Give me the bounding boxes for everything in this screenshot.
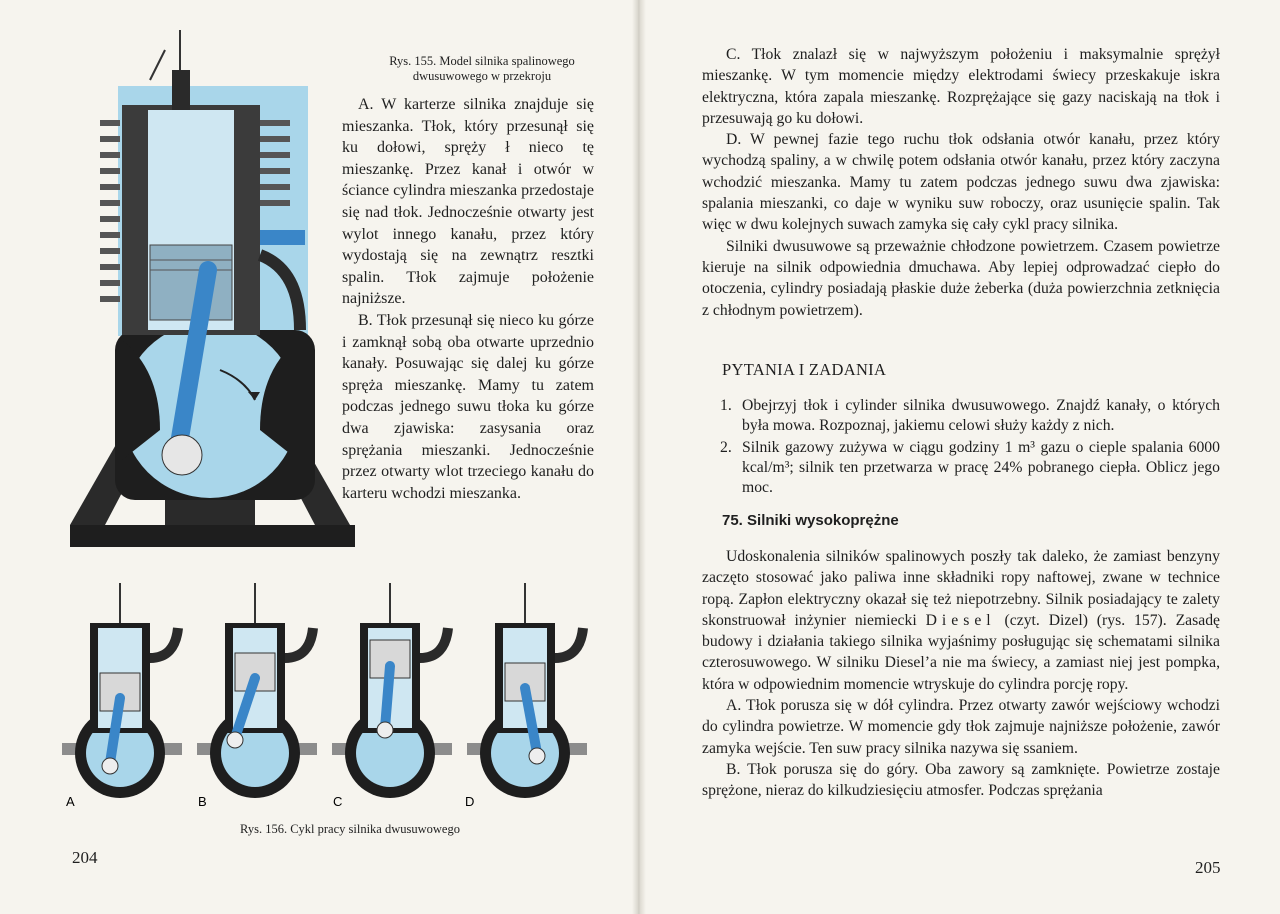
paragraph-r-a: A. Tłok porusza się w dół cylindra. Przez otwarty zawór wejściowy wchodzi do cylindra powietrze. W momencie gdy tłok zajmuje najniższe położenie, zawór zamyka wejście. Ten suw pracy silnika nazywa się ssaniem. bbox=[702, 697, 1220, 757]
stage-label-c: C bbox=[333, 794, 343, 808]
right-text-block-1 bbox=[702, 44, 1220, 321]
stage-label-a: A bbox=[66, 794, 75, 808]
paragraph-a: A. W karterze silnika znajduje się mieszanka. Tłok, który przesunął się ku dołowi, spręży ł nieco tę mieszankę. Przez kanał i otwór w ściance cylindra mieszanka przedostaje się nad tłok. Jednocześnie otwarty jest wylot innego kanału, przez który wydostają się na zewnątrz resztki spalin. Tłok zajmuje położenie najniższe. bbox=[342, 96, 594, 308]
book-spine bbox=[632, 0, 646, 914]
paragraph-c: C. Tłok znalazł się w najwyższym położeniu i maksymalnie sprężył mieszankę. W tym momencie między elektrodami świecy przeskakuje iskra elektryczna, która zapala mieszankę. Rozprężające się gazy naciskają na tłok i przesuwają go ku dołowi. bbox=[702, 46, 1220, 127]
question-number: 1. bbox=[720, 397, 732, 414]
question-text: Silnik gazowy zużywa w ciągu godziny 1 m³ gazu o cieple spalania 6000 kcal/m³; silnik ten przetwarza w pracę 24% pobranego ciepła. Oblicz jego moc. bbox=[742, 439, 1220, 496]
paragraph-d: D. W pewnej fazie tego ruchu tłok odsłania otwór kanału, przez który wychodzą spaliny, a w chwilę potem odsłania otwór kanału, przez który zaczyna wchodzić mieszanka. Mamy tu zatem podczas jednego suwu dwa zjawiska: spalania mieszanki, co daje w wyniku suw roboczy, oraz usunięcie spalin. Tak więc w dwu kolejnych suwach zamyka się cały cykl pracy silnika. bbox=[702, 131, 1220, 234]
figure-156-engine-cycle bbox=[60, 578, 590, 808]
right-page bbox=[646, 0, 1280, 914]
piston bbox=[150, 245, 232, 320]
figure-155-caption bbox=[362, 54, 602, 84]
intro-part-2: (czyt. Dizel) (rys. 157). Zasadę budowy i działania takiego silnika wyjaśnimy posługując się schematami silnika czterosuwowego. W silniku Diesel’a nie ma świecy, a zamiast niej jest pompka, która w odpowiednim momencie wtryskuje do cylindra porcję ropy. bbox=[702, 611, 1221, 693]
intro-part-1: Udoskonalenia silników spalinowych poszły tak daleko, że zamiast benzyny zaczęto stosować jako paliwa inne składniki ropy naftowej, zwane w technice ropą. Zapłon elektryczny okazał się też niepotrzebny. Silnik posiadający te zalety skonstruował inżynier niemiecki bbox=[702, 548, 1220, 629]
figure-156-caption: Rys. 156. Cykl pracy silnika dwusuwowego bbox=[240, 822, 460, 836]
cycle-stage-b bbox=[197, 583, 317, 798]
page-number-right: 205 bbox=[1195, 858, 1221, 877]
figure-155-engine-cross-section bbox=[60, 30, 360, 560]
base-plate bbox=[70, 525, 355, 547]
question-text: Obejrzyj tłok i cylinder silnika dwusuwowego. Znajdź kanały, o których była mowa. Rozpoznaj, jakiemu celowi służy każdy z nich. bbox=[742, 397, 1220, 434]
stage-label-d: D bbox=[465, 794, 475, 808]
question-number: 2. bbox=[720, 439, 732, 456]
diesel-name: Diesel bbox=[925, 611, 996, 629]
caption-line: Rys. 155. Model silnika spalinowego bbox=[389, 54, 575, 68]
crank-disc bbox=[162, 435, 202, 475]
left-page bbox=[0, 0, 632, 914]
exhaust-channel bbox=[260, 230, 305, 245]
paragraph-cooling: Silniki dwusuwowe są przeważnie chłodzone powietrzem. Czasem powietrze kieruje na silnik odpowiednia dmuchawa. Aby lepiej odprowadzać ciepło do otoczenia, cylindry posiadają płaskie duże żeberka (duża powierzchnia zetknięcia z chłodnym powietrzem). bbox=[702, 237, 1220, 319]
question-item bbox=[720, 396, 1220, 436]
left-column-text bbox=[342, 94, 594, 504]
cycle-stage-c bbox=[332, 583, 452, 798]
page-number-left: 204 bbox=[72, 848, 98, 867]
questions-heading: PYTANIA I ZADANIA bbox=[722, 360, 887, 379]
right-text-block-2 bbox=[702, 546, 1220, 802]
caption-line: dwusuwowego w przekroju bbox=[412, 69, 552, 83]
paragraph-b: B. Tłok przesunął się nieco ku górze i zamknął sobą oba otwarte uprzednio kanały. Posuwając się dalej ku górze spręża mieszankę. Mamy tu zatem podczas jednego suwu tłoka ku górze dwa zjawiska: zasysania oraz sprężania mieszanki. Jednocześnie przez otwarty wlot trzeciego kanału do karteru wchodzi mieszanka. bbox=[342, 311, 594, 502]
question-item bbox=[720, 438, 1220, 498]
questions-list bbox=[720, 396, 1220, 500]
cycle-stage-d bbox=[467, 583, 587, 798]
spark-plug bbox=[172, 70, 190, 110]
paragraph-r-b: B. Tłok porusza się do góry. Oba zawory są zamknięte. Powietrze zostaje sprężone, nieraz do kilkudziesięciu atmosfer. Podczas sprężania bbox=[702, 760, 1220, 800]
paragraph-intro bbox=[702, 546, 1220, 695]
stage-label-b: B bbox=[198, 794, 207, 808]
cycle-stage-a bbox=[62, 583, 182, 798]
section-heading: 75. Silniki wysokoprężne bbox=[722, 512, 899, 529]
